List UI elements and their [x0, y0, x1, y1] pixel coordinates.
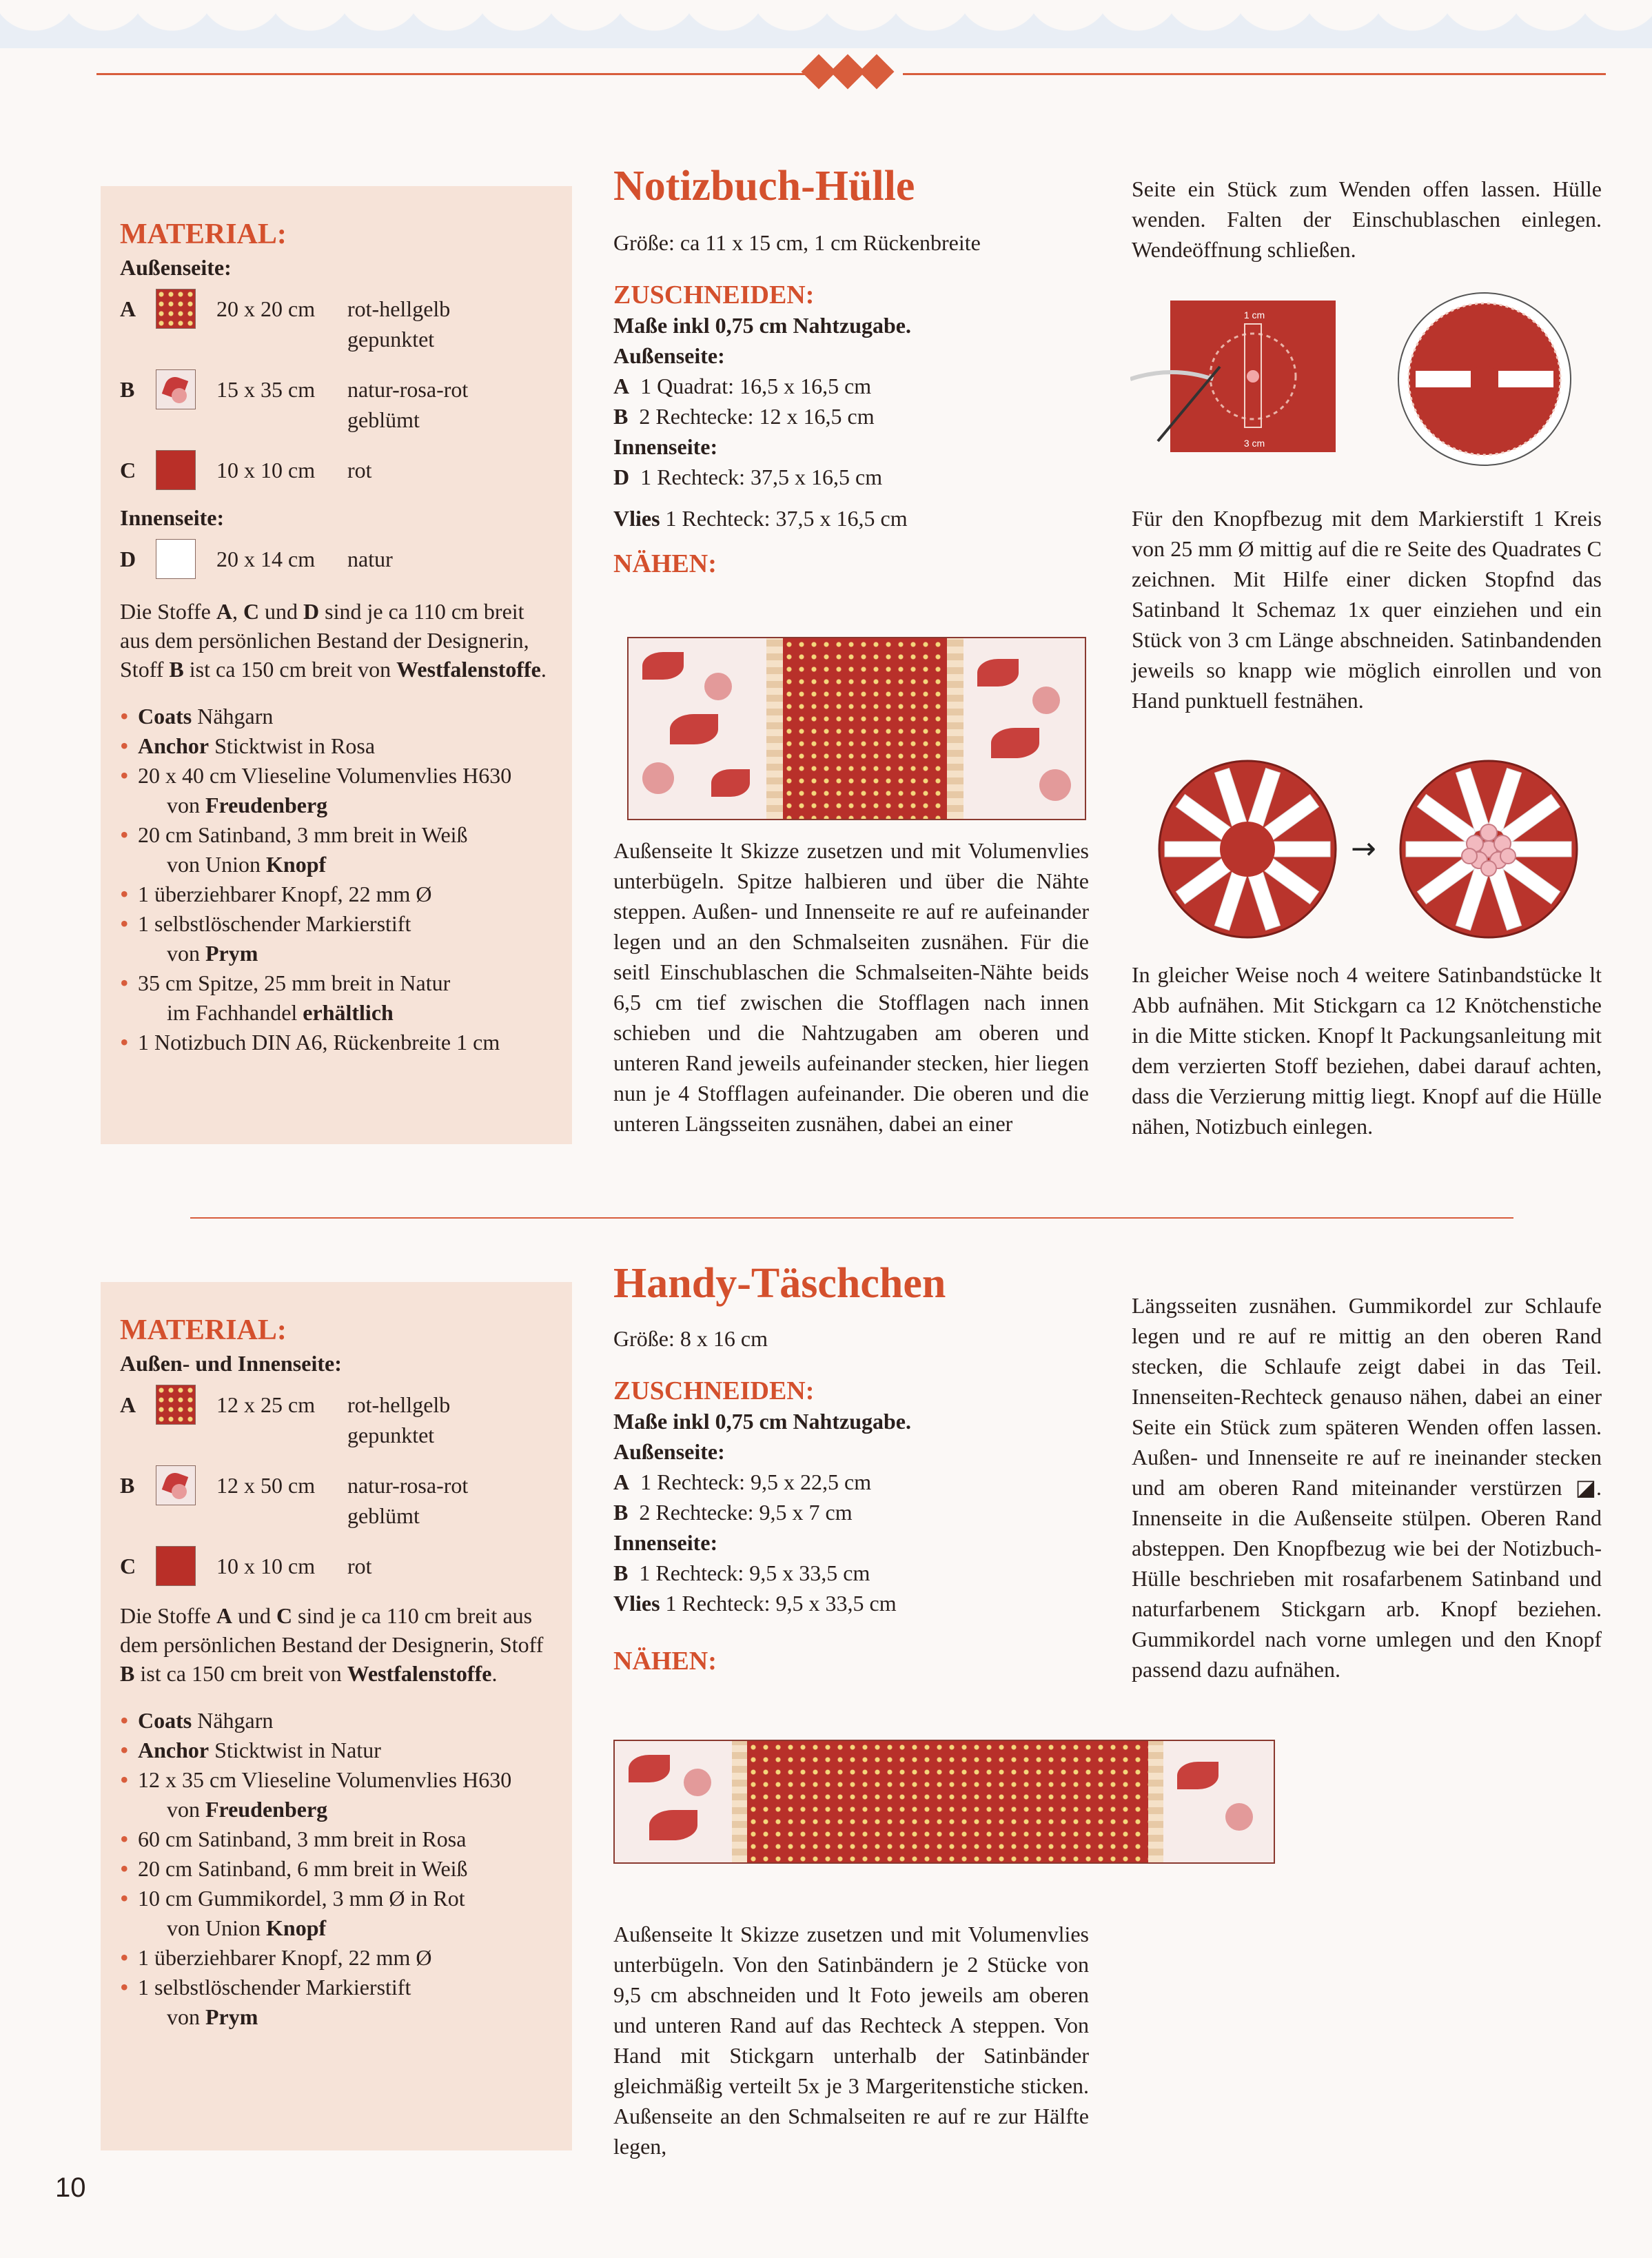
notebook-title: Notizbuch-Hülle [613, 163, 915, 210]
fabric-desc: natur [347, 547, 393, 571]
material-item: • 12 x 35 cm Vlieseline Volumenvlies H630 von Freudenberg [120, 1765, 550, 1824]
fabric-row-b [120, 1465, 550, 1531]
ribbon-spoke [1268, 842, 1330, 857]
fabric-letter: A [120, 296, 136, 321]
fabric-size: 10 x 10 cm [216, 458, 316, 482]
ribbon-spoke [1406, 842, 1468, 857]
fabric-letter: B [120, 1473, 135, 1498]
lace-trim [947, 638, 963, 819]
floral-fabric-swatch [156, 369, 196, 409]
phone-size: Größe: 8 x 16 cm [613, 1326, 768, 1351]
cut-line: Vlies 1 Rechteck: 37,5 x 16,5 cm [613, 506, 908, 531]
sew-title: NÄHEN: [613, 549, 717, 578]
cut-line: A 1 Rechteck: 9,5 x 22,5 cm [613, 1469, 872, 1494]
floral-panel [1163, 1741, 1274, 1862]
phone-material-box [101, 1282, 572, 2150]
floral-panel [615, 1741, 732, 1862]
cut-line: A 1 Quadrat: 16,5 x 16,5 cm [613, 374, 872, 398]
lace-trim [1148, 1741, 1163, 1862]
cut-inner-label: Innenseite: [613, 434, 718, 459]
floral-panel [963, 638, 1085, 819]
dotted-panel [747, 1741, 1148, 1862]
fabric-row-c [120, 1546, 550, 1586]
material-item: • Anchor Sticktwist in Natur [120, 1736, 550, 1765]
fabric-row-a [120, 289, 550, 354]
floral-fabric-swatch [156, 1465, 196, 1505]
fabric-desc: rot-hellgelb gepunktet [347, 296, 451, 352]
ribbon-spoke [1509, 842, 1571, 857]
fabric-desc: rot [347, 458, 372, 482]
phone-title: Handy-Täschchen [613, 1260, 946, 1307]
notebook-instructions [613, 163, 1089, 579]
top-rule-right [903, 73, 1606, 75]
material-note: Die Stoffe A und C sind je ca 110 cm breit aus dem persönlichen Bestand der Designerin, Stoff B ist ca 150 cm breit von Westfalenstoffe. [120, 1603, 544, 1686]
fabric-size: 15 x 35 cm [216, 377, 316, 402]
material-item: • Coats Nähgarn [120, 1706, 550, 1736]
fabric-size: 10 x 10 cm [216, 1554, 316, 1578]
material-outer-label: Außen- und Innenseite: [120, 1351, 342, 1376]
notebook-sew-text: Außenseite lt Skizze zusetzen und mit Volumenvlies unterbügeln. Spitze halbieren und über die Nähte steppen. Außen- und Innenseite re auf re aufeinander legen und an den Schmalseiten zusnähen. Für die seitl Einschublaschen die Schmalseiten-Nähte beids 6,5 cm tief zwischen die Stofflagen nach innen schieben und die Nahtzugaben am oberen und unteren Rand jeweils aufeinander stecken, hier liegen nun je 4 Stofflagen aufeinander. Die oberen und die unteren Längsseiten zusnähen, dabei an einer [613, 838, 1089, 1136]
lace-trim [766, 638, 783, 819]
sew-title: NÄHEN: [613, 1647, 717, 1676]
notebook-right-text-3: In gleicher Weise noch 4 weitere Satinbandstücke lt Abb aufnähen. Mit Stickgarn ca 12 Knötchenstiche in die Mitte sticken. Knopf lt Packungsanleitung mit dem verzierten Stoff beziehen, dabei darauf achten, dass die Verzierung mittig liegt. Knopf auf die Hülle nähen, Notizbuch einlegen. [1132, 962, 1602, 1139]
diagram-label-top: 1 cm [1243, 309, 1265, 321]
material-item: • 1 überziehbarer Knopf, 22 mm Ø [120, 879, 550, 909]
page-number: 10 [55, 2173, 86, 2203]
red-fabric-swatch [156, 450, 196, 490]
notebook-fabric-sketch [627, 637, 1086, 820]
cut-line: B 2 Rechtecke: 12 x 16,5 cm [613, 404, 875, 429]
fabric-letter: C [120, 458, 136, 482]
material-item: • 20 cm Satinband, 6 mm breit in Weiß [120, 1854, 550, 1884]
fabric-letter: D [120, 547, 136, 571]
material-title: MATERIAL: [120, 1314, 287, 1346]
material-list [120, 702, 550, 1057]
fabric-size: 12 x 50 cm [216, 1473, 316, 1498]
fabric-row-c [120, 450, 550, 490]
material-item: • Anchor Sticktwist in Rosa [120, 731, 550, 761]
fabric-desc: rot-hellgelb gepunktet [347, 1392, 451, 1447]
material-item: • 1 selbstlöschender Markierstift von Prym [120, 1973, 550, 2032]
material-item: • 1 selbstlöschender Markierstift von Prym [120, 909, 550, 968]
cut-line: Vlies 1 Rechteck: 9,5 x 33,5 cm [613, 1591, 897, 1616]
fabric-desc: rot [347, 1554, 372, 1578]
cut-subtitle: Maße inkl 0,75 cm Nahtzugabe. [613, 313, 911, 338]
ribbon-spoke [1165, 842, 1227, 857]
fabric-letter: C [120, 1554, 136, 1578]
material-item: • 1 überziehbarer Knopf, 22 mm Ø [120, 1943, 550, 1973]
material-item: • 10 cm Gummikordel, 3 mm Ø in Rot von Union Knopf [120, 1884, 550, 1943]
phone-fabric-sketch [613, 1740, 1275, 1864]
material-item: • 35 cm Spitze, 25 mm breit in Natur im Fachhandel erhältlich [120, 968, 550, 1028]
diamond-ornament [806, 59, 889, 84]
red-fabric-swatch [156, 1546, 196, 1586]
section-divider [190, 1217, 1513, 1219]
cut-line: B 2 Rechtecke: 9,5 x 7 cm [613, 1500, 853, 1525]
diagram-label-bottom: 3 cm [1243, 438, 1265, 449]
phone-instructions [613, 1260, 1089, 1676]
material-item: • 1 Notizbuch DIN A6, Rückenbreite 1 cm [120, 1028, 550, 1057]
dotted-fabric-swatch [156, 289, 196, 329]
material-outer-label: Außenseite: [120, 255, 232, 280]
fabric-row-a [120, 1385, 550, 1450]
arrow-icon: → [1351, 831, 1376, 866]
phone-sew-text: Außenseite lt Skizze zusetzen und mit Volumenvlies unterbügeln. Von den Satinbändern je 2 Stücke von 9,5 cm abschneiden und lt Foto jeweils am oberen und unteren Rand auf das Rechteck A steppen. Von Hand mit Stickgarn unterhalb der Satinbänder gleichmäßig verteilt 5x je 3 Margeritenstiche sticken. Außenseite an den Schmalseiten re auf re zur Hälfte legen, [613, 1922, 1089, 2159]
fabric-desc: natur-rosa-rot geblümt [347, 377, 469, 432]
material-note: Die Stoffe A, C und D sind je ca 110 cm breit aus dem persönlichen Bestand der Designerin, Stoff B ist ca 150 cm breit von Westfalenstoffe. [120, 599, 547, 682]
fabric-row-b [120, 369, 550, 435]
notebook-material-box [101, 186, 572, 1144]
material-item: • Coats Nähgarn [120, 702, 550, 731]
button-cover-diagram-2 [1151, 751, 1606, 951]
top-scallop-inner [0, 0, 1652, 48]
dotted-panel [783, 638, 947, 819]
material-list [120, 1706, 550, 2032]
fabric-row-d [120, 539, 550, 579]
fabric-size: 20 x 20 cm [216, 296, 316, 321]
fabric-letter: A [120, 1392, 136, 1417]
cut-outer-label: Außenseite: [613, 343, 725, 368]
floral-panel [629, 638, 766, 819]
cut-line: D 1 Rechteck: 37,5 x 16,5 cm [613, 465, 883, 489]
fabric-letter: B [120, 377, 135, 402]
lace-trim [732, 1741, 747, 1862]
cut-subtitle: Maße inkl 0,75 cm Nahtzugabe. [613, 1409, 911, 1434]
material-item: • 20 x 40 cm Vlieseline Volumenvlies H630 von Freudenberg [120, 761, 550, 820]
material-item: • 20 cm Satinband, 3 mm breit in Weiß von Union Knopf [120, 820, 550, 879]
cut-line: B 1 Rechteck: 9,5 x 33,5 cm [613, 1560, 870, 1585]
fabric-size: 12 x 25 cm [216, 1392, 316, 1417]
fabric-desc: natur-rosa-rot geblümt [347, 1473, 469, 1528]
notebook-size: Größe: ca 11 x 15 cm, 1 cm Rückenbreite [613, 230, 981, 255]
notebook-right-text-2: Für den Knopfbezug mit dem Markierstift 1 Kreis von 25 mm Ø mittig auf die re Seite des Quadrates C zeichnen. Mit Hilfe einer dicken Stopfnd das Satinband lt Schemaz 1x quer einziehen und ein Stück von 3 cm Länge abschneiden. Satinbandenden jeweils so knapp wie möglich einrollen und von Hand punktuell festnähen. [1132, 506, 1602, 713]
top-rule-left [96, 73, 806, 75]
dotted-fabric-swatch [156, 1385, 196, 1425]
material-inner-label: Innenseite: [120, 505, 225, 530]
cut-title: ZUSCHNEIDEN: [613, 1376, 815, 1405]
phone-right-text: Längsseiten zusnähen. Gummikordel zur Schlaufe legen und re auf re mittig an den oberen Rand stecken, die Schlaufe zeigt dabei in das Teil. Innenseiten-Rechteck genauso nähen, dabei an einer Seite ein Stück zum späteren Wenden offen lassen. Außen- und Innenseite re auf re ineinander stecken und am oberen Rand miteinander verstürzen ◪. Innenseite in die Außenseite stülpen. Oberen Rand absteppen. Den Knopfbezug wie bei der Notizbuch-Hülle beschrieben mit rosafarbenem Satinband und naturfarbenem Stickgarn arb. Knopf beziehen. Gummikordel nach vorne umlegen und den Knopf passend dazu aufnähen. [1132, 1293, 1602, 1682]
cut-title: ZUSCHNEIDEN: [613, 281, 815, 309]
natural-fabric-swatch [156, 539, 196, 579]
material-title: MATERIAL: [120, 218, 287, 250]
cut-outer-label: Außenseite: [613, 1439, 725, 1464]
material-item: • 60 cm Satinband, 3 mm breit in Rosa [120, 1824, 550, 1854]
fabric-size: 20 x 14 cm [216, 547, 316, 571]
notebook-right-text-1: Seite ein Stück zum Wenden offen lassen. Hülle wenden. Falten der Einschublaschen einlegen. Wendeöffnung schließen. [1132, 176, 1602, 262]
cut-inner-label: Innenseite: [613, 1530, 718, 1555]
button-cover-diagram-1 [1130, 289, 1613, 489]
